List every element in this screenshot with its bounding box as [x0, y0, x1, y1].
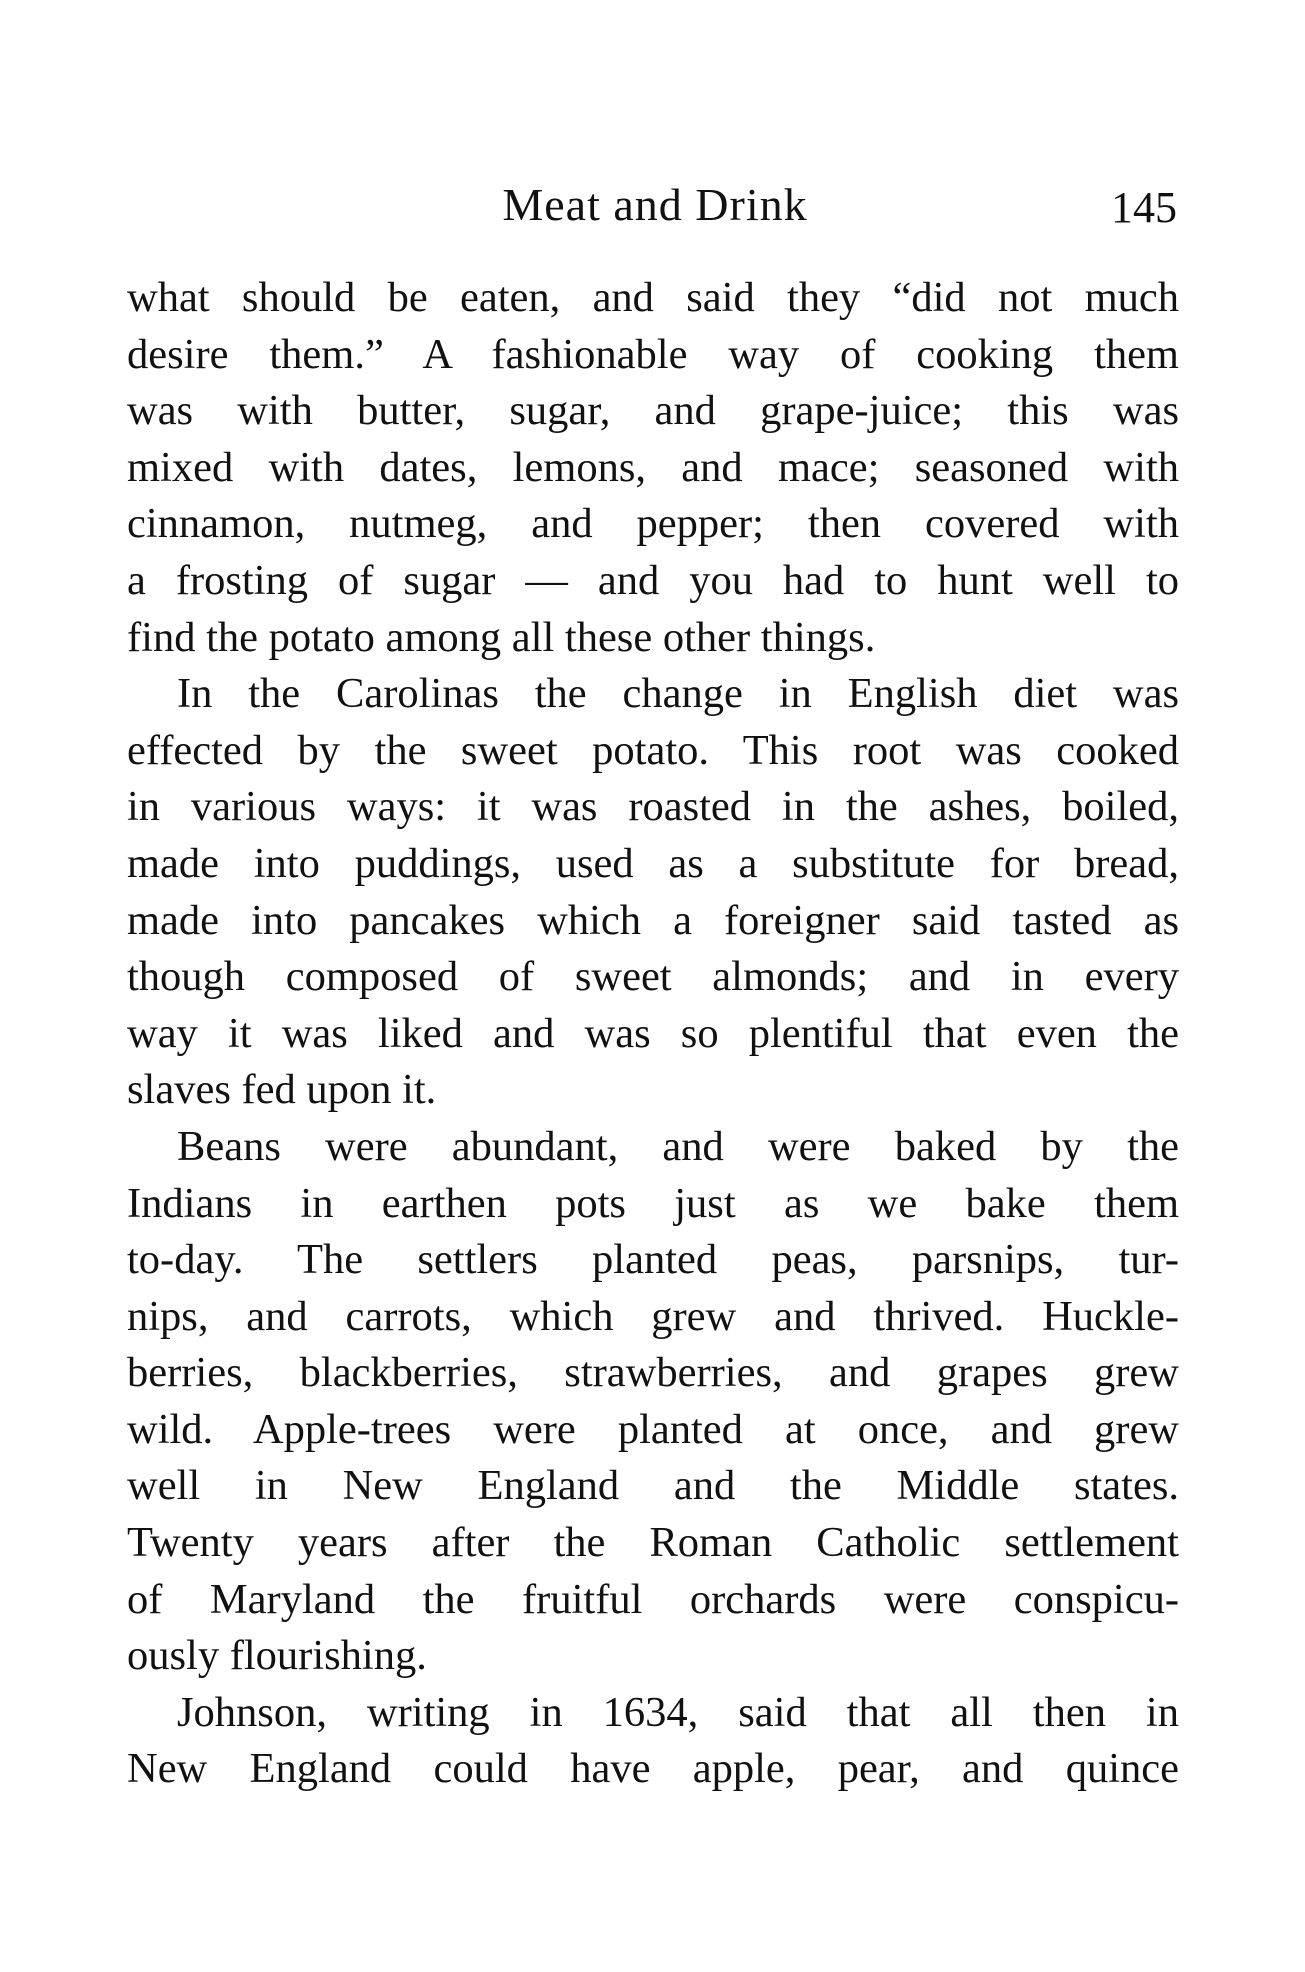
text-line: a frosting of sugar — and you had to hunt well to — [127, 556, 1179, 604]
text-line: what should be eaten, and said they “did not much — [127, 274, 1179, 321]
text-line: Beans were abundant, and were baked by the — [177, 1122, 1179, 1170]
paragraph-3 — [127, 1119, 1179, 1685]
text-line: cinnamon, nutmeg, and pepper; then covered with — [127, 500, 1179, 548]
text-line: find the potato among all these other things. — [127, 613, 876, 661]
text-line: Indians in earthen pots just as we bake them — [127, 1179, 1179, 1227]
paragraph-4 — [127, 1685, 1179, 1798]
paragraph-2 — [127, 666, 1179, 1119]
text-line: way it was liked and was so plentiful that even the — [127, 1009, 1179, 1057]
text-line: In the Carolinas the change in English diet was — [177, 670, 1179, 718]
text-line: wild. Apple-trees were planted at once, and grew — [127, 1405, 1179, 1453]
text-line: ously flourishing. — [127, 1632, 427, 1680]
text-line: of Maryland the fruitful orchards were conspicu- — [127, 1575, 1179, 1623]
text-line: made into puddings, used as a substitute for bread, — [127, 839, 1179, 887]
text-line: Johnson, writing in 1634, said that all then in — [177, 1688, 1179, 1736]
text-line: slaves fed upon it. — [127, 1066, 437, 1114]
text-line: nips, and carrots, which grew and thrived. Huckle- — [127, 1292, 1179, 1340]
paragraph-1 — [127, 270, 1179, 666]
text-line: New England could have apple, pear, and quince — [127, 1745, 1179, 1793]
text-line: well in New England and the Middle states. — [127, 1462, 1179, 1510]
text-line: desire them.” A fashionable way of cooking them — [127, 330, 1179, 378]
text-line: in various ways: it was roasted in the ashes, boiled, — [127, 783, 1179, 831]
text-line: Twenty years after the Roman Catholic settlement — [127, 1519, 1179, 1567]
page-header — [125, 178, 1185, 238]
text-line: to-day. The settlers planted peas, parsnips, tur- — [127, 1236, 1179, 1284]
text-line: effected by the sweet potato. This root was cooked — [127, 726, 1179, 774]
body-text — [127, 270, 1179, 1798]
text-line: berries, blackberries, strawberries, and grapes grew — [127, 1349, 1179, 1397]
text-line: made into pancakes which a foreigner said tasted as — [127, 896, 1179, 944]
text-line: was with butter, sugar, and grape-juice; this was — [127, 387, 1179, 435]
text-line: though composed of sweet almonds; and in every — [127, 953, 1179, 1001]
text-line: mixed with dates, lemons, and mace; seasoned with — [127, 443, 1179, 491]
page-number: 145 — [1111, 183, 1177, 232]
running-title: Meat and Drink — [502, 179, 808, 230]
